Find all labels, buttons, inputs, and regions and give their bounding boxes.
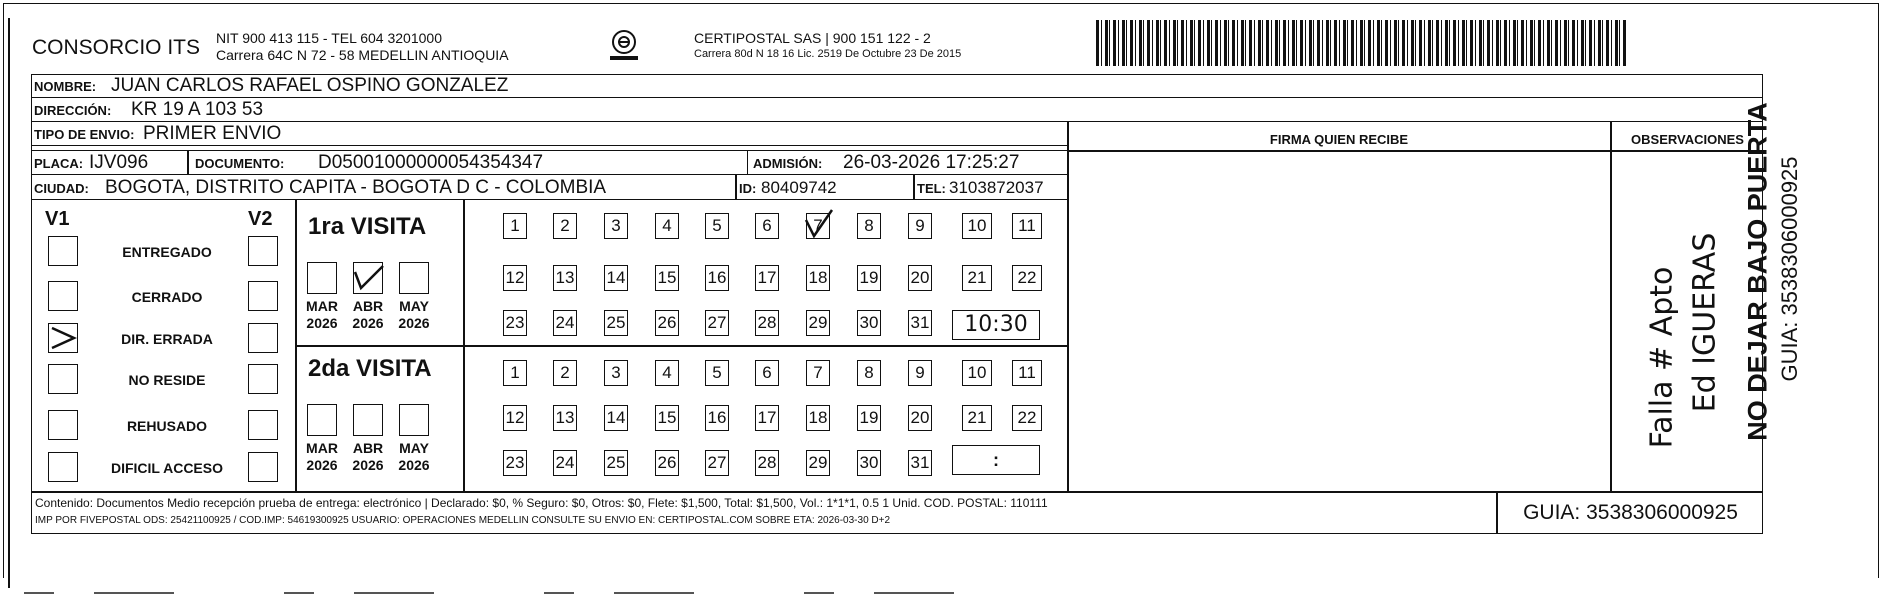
month-label: MAY <box>399 440 429 456</box>
status-label: DIFICIL ACCESO <box>110 460 223 476</box>
day-box: 9 <box>908 360 932 386</box>
day-box: 7 <box>806 213 830 239</box>
day-box: 1 <box>503 213 527 239</box>
day-box: 5 <box>705 213 729 239</box>
v1-checkbox <box>48 281 78 311</box>
day-box: 28 <box>755 310 779 336</box>
v1-checkbox <box>48 410 78 440</box>
day-box: 22 <box>1012 405 1042 431</box>
day-box: 8 <box>857 213 881 239</box>
v1-label: V1 <box>45 208 70 230</box>
day-box: 3 <box>604 360 628 386</box>
day-box: 24 <box>553 310 577 336</box>
header-row-line <box>1067 150 1763 152</box>
second-visit-title: 2da VISITA <box>308 355 432 382</box>
day-box: 4 <box>655 360 679 386</box>
no-dejar-bajo-puerta: NO DEJAR BAJO PUERTA <box>1742 102 1773 441</box>
day-box: 6 <box>755 360 779 386</box>
bottom-scan-marks <box>24 592 1024 594</box>
observation-handwriting-1: Falla # Apto <box>1644 266 1680 449</box>
day-box: 10 <box>962 360 992 386</box>
day-box: 9 <box>908 213 932 239</box>
placa-row <box>31 150 1067 175</box>
status-label: REHUSADO <box>126 418 208 434</box>
nombre-value: JUAN CARLOS RAFAEL OSPINO GONZALEZ <box>111 75 509 96</box>
month-checkbox <box>399 404 429 436</box>
status-label: DIR. ERRADA <box>121 331 213 347</box>
year-label: 2026 <box>352 315 384 331</box>
day-box: 27 <box>705 450 729 476</box>
direccion-value: KR 19 A 103 53 <box>131 99 264 120</box>
ciudad-label: CIUDAD: <box>34 181 89 196</box>
day7-check-mark <box>800 206 836 242</box>
side-guia: GUIA: 3538306000925 <box>1777 156 1802 382</box>
v2-checkbox <box>248 281 278 311</box>
day-box: 26 <box>655 450 679 476</box>
footer-guia: GUIA: 3538306000925 <box>1523 501 1738 524</box>
day-box: 25 <box>604 450 628 476</box>
day-box: 11 <box>1012 360 1042 386</box>
observaciones-header: OBSERVACIONES <box>1631 132 1744 147</box>
day-box: 14 <box>604 265 628 291</box>
day-box: 21 <box>962 265 992 291</box>
ciudad-row <box>31 175 1067 200</box>
carrier-name: CERTIPOSTAL SAS | 900 151 122 - 2 <box>694 30 931 46</box>
month-label: MAR <box>306 298 338 314</box>
month-label: ABR <box>352 298 384 314</box>
day-box: 29 <box>806 310 830 336</box>
month-label: MAR <box>306 440 338 456</box>
visit-divider <box>295 345 1067 347</box>
v1-checkbox <box>48 452 78 482</box>
day-box: 16 <box>705 265 729 291</box>
company-name: CONSORCIO ITS <box>32 36 201 59</box>
day-box: 3 <box>604 213 628 239</box>
year-label: 2026 <box>398 457 430 473</box>
nombre-label: NOMBRE: <box>34 79 97 94</box>
day-box: 21 <box>962 405 992 431</box>
day-box: 22 <box>1012 265 1042 291</box>
v1-checkbox <box>48 364 78 394</box>
v2-checkbox <box>248 323 278 353</box>
day-box: 29 <box>806 450 830 476</box>
month-checkbox <box>353 404 383 436</box>
admision-label: ADMISIÓN: <box>753 156 823 171</box>
day-box: 20 <box>908 405 932 431</box>
day-box: 18 <box>806 405 830 431</box>
second-visit-time: : <box>952 445 1040 475</box>
day-box: 25 <box>604 310 628 336</box>
documento-label: DOCUMENTO: <box>195 156 285 171</box>
day-box: 30 <box>857 450 881 476</box>
day-box: 27 <box>705 310 729 336</box>
tel-value: 3103872037 <box>949 178 1044 197</box>
carrier-license: Carrera 80d N 18 16 Lic. 2519 De Octubre 23 De 2015 <box>694 48 962 60</box>
direccion-row <box>31 98 1763 122</box>
tipo-row <box>31 122 1067 146</box>
first-visit-time: 10:30 <box>952 310 1040 340</box>
day-box: 8 <box>857 360 881 386</box>
year-label: 2026 <box>306 315 338 331</box>
day-box: 30 <box>857 310 881 336</box>
documento-value: D05001000000054354347 <box>318 152 544 173</box>
placa-divider <box>187 151 189 174</box>
year-label: 2026 <box>352 457 384 473</box>
ciudad-value: BOGOTA, DISTRITO CAPITA - BOGOTA D C - COLOMBIA <box>105 177 607 198</box>
v2-checkbox <box>248 452 278 482</box>
month-label: ABR <box>352 440 384 456</box>
tipo-label: TIPO DE ENVIO: <box>34 127 135 142</box>
day-box: 20 <box>908 265 932 291</box>
day-box: 26 <box>655 310 679 336</box>
firma-column-divider <box>1067 122 1069 491</box>
year-label: 2026 <box>398 315 430 331</box>
day-box: 15 <box>655 265 679 291</box>
day-box: 31 <box>908 450 932 476</box>
day-box: 5 <box>705 360 729 386</box>
company-address: Carrera 64C N 72 - 58 MEDELLIN ANTIOQUIA <box>216 47 509 63</box>
day-box: 12 <box>503 265 527 291</box>
v2-checkbox <box>248 236 278 266</box>
id-label: ID: <box>739 181 757 196</box>
day-box: 11 <box>1012 213 1042 239</box>
day-box: 23 <box>503 450 527 476</box>
v2-checkbox <box>248 364 278 394</box>
day-box: 13 <box>553 265 577 291</box>
placa-label: PLACA: <box>34 156 84 171</box>
footer-print-info: IMP POR FIVEPOSTAL ODS: 25421100925 / COD.IMP: 54619300925 USUARIO: OPERACIONES MEDELLIN CONSULTE SU ENVIO EN: CERTIPOSTAL.COM SOBRE ETA: 2026-03-30 D+2 <box>35 515 891 526</box>
footer-content: Contenido: Documentos Medio recepción prueba de entrega: electrónico | Declarado: $0, % Seguro: $0, Otros: $0, Flete: $1,500, Total: $1,500, Vol.: 1*1*1, 0.5 1 Unid. COD. POSTAL: 110111 <box>35 496 1048 510</box>
footer-divider <box>31 491 1763 493</box>
placa-value: IJV096 <box>89 152 149 173</box>
left-edge-line <box>8 18 10 588</box>
day-box: 1 <box>503 360 527 386</box>
month-checkbox <box>399 262 429 294</box>
observaciones-column-divider <box>1610 122 1612 491</box>
nombre-row <box>31 74 1763 98</box>
admision-value: 26-03-2026 17:25:27 <box>843 152 1020 173</box>
first-visit-title: 1ra VISITA <box>308 213 427 240</box>
observation-handwriting-2: Ed IGUERAS <box>1687 232 1723 413</box>
v1-checkbox <box>48 236 78 266</box>
day-box: 23 <box>503 310 527 336</box>
day-box: 6 <box>755 213 779 239</box>
abr-check-mark <box>353 262 383 294</box>
month-checkbox <box>307 404 337 436</box>
tel-divider <box>913 175 915 199</box>
day-box: 28 <box>755 450 779 476</box>
v2-checkbox <box>248 410 278 440</box>
day-box: 19 <box>857 405 881 431</box>
day-box: 24 <box>553 450 577 476</box>
day-box: 10 <box>962 213 992 239</box>
company-nit: NIT 900 413 115 - TEL 604 3201000 <box>216 30 442 46</box>
firma-header: FIRMA QUIEN RECIBE <box>1269 132 1409 147</box>
day-box: 2 <box>553 213 577 239</box>
day-box: 18 <box>806 265 830 291</box>
year-label: 2026 <box>306 457 338 473</box>
day-box: 15 <box>655 405 679 431</box>
barcode <box>1096 20 1628 66</box>
id-value: 80409742 <box>761 178 837 197</box>
status-label: ENTREGADO <box>122 244 212 260</box>
dir-errada-x-mark <box>48 323 78 353</box>
day-box: 19 <box>857 265 881 291</box>
day-box: 13 <box>553 405 577 431</box>
day-box: 2 <box>553 360 577 386</box>
day-box: 7 <box>806 360 830 386</box>
v2-label: V2 <box>248 208 273 230</box>
certipostal-logo <box>606 28 642 64</box>
day-box: 14 <box>604 405 628 431</box>
month-label: MAY <box>399 298 429 314</box>
day-box: 16 <box>705 405 729 431</box>
day-box: 17 <box>755 405 779 431</box>
status-label: NO RESIDE <box>128 372 206 388</box>
direccion-label: DIRECCIÓN: <box>34 103 112 118</box>
tipo-value: PRIMER ENVIO <box>143 123 282 144</box>
day-box: 4 <box>655 213 679 239</box>
id-divider <box>735 175 737 199</box>
day-box: 17 <box>755 265 779 291</box>
day-box: 12 <box>503 405 527 431</box>
status-label: CERRADO <box>131 289 203 305</box>
month-checkbox <box>307 262 337 294</box>
day-box: 31 <box>908 310 932 336</box>
tel-label: TEL: <box>917 181 946 196</box>
